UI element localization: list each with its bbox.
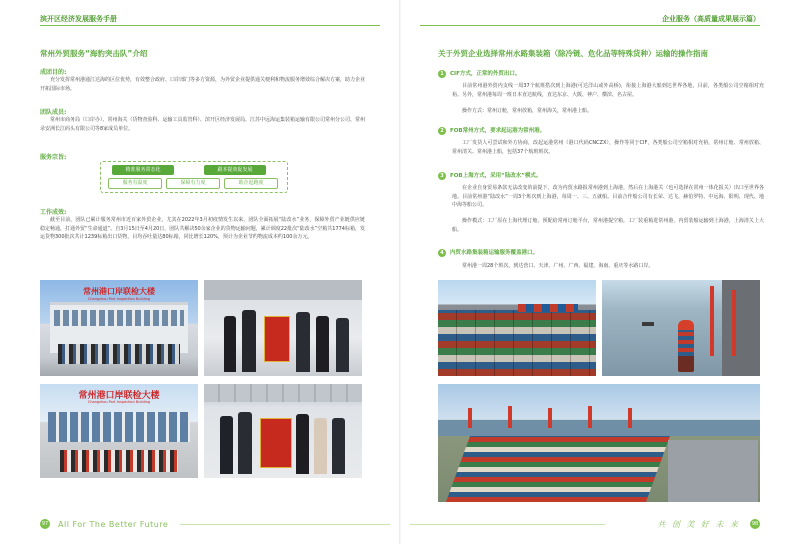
photo-port-ship xyxy=(602,280,760,376)
right-page-title: 关于外贸企业选择常州水路集装箱（除冷链、危化品等特殊货种）运输的操作指南 xyxy=(438,49,708,58)
header-left-title: 滨开区经济发展服务手册 xyxy=(40,15,117,23)
header-right-title: 企业服务（高质量成果展示篇） xyxy=(662,15,760,23)
step-2-number: 2 xyxy=(438,127,446,135)
header-divider-right xyxy=(420,25,760,26)
photo-container-stacks xyxy=(438,280,596,376)
step-4-text: 常州港一周28个班次，到达营口、天津、广州、广西、福建、海南、重庆等水路口岸。 xyxy=(462,263,654,269)
purpose-heading: 成团目的: xyxy=(40,69,67,76)
results-heading: 工作成效: xyxy=(40,209,67,216)
building-sign-1: 常州港口岸联检大楼 xyxy=(83,287,155,296)
step-3-heading-text: FOB上海方式，采用“陆改水”模式。 xyxy=(450,173,542,179)
footer-divider-right xyxy=(410,524,605,525)
footer-left-slogan: All For The Better Future xyxy=(58,520,169,529)
step-1-heading xyxy=(438,69,520,78)
step-3-operation: 操作模式：工厂原在上海代理订舱、预配给常州订舱平台，常州港提空箱，工厂装重箱进常州港，内贸装船运输到上海港，上海清关上大船。 xyxy=(452,218,764,233)
tenet-chip-efficiency: 跟本提效促发展 xyxy=(204,165,266,175)
step-2-text: 工厂发货人可尝试和外方协商，改起运港常州（港口代码CNCZX），操作等同于CIF，各类船公司空箱相对充裕，常州订舱、常州放箱、常州清关、常州港上船，包括37个航班班次。 xyxy=(452,140,764,155)
photo-port-aerial xyxy=(438,384,760,502)
step-4-heading-text: 内贸水路集装箱运输服务覆盖港口。 xyxy=(450,250,539,256)
page-gutter xyxy=(399,0,401,544)
page-number-right: 98 xyxy=(751,521,759,527)
step-3-text: 在企业自身贸易条款无法改变的前提下，改为内贸水路报常州港到上海港，然后在上海港关（也可选择在常州一体化报关）出口至世界各地。目前常州港“陆改水”一周3个班次到上海港，每周一、三、五就船。目前合作船公司有长荣、达飞、赫伯罗特、中远海、阳明、现代、地中海等船公司。 xyxy=(452,185,764,208)
step-3-number: 3 xyxy=(438,172,446,180)
results-text: 截至目前，团队已累计服务常州市近百家外贸企业，尤其在2022年3月初疫情发生以来，团队全面拓展“陆改水”业务，保障外贸产业链供应链稳定畅通，打通外贸“生命通道”。自3月15日至4月20日，团队共解决50余家企业的货物运输问题，累计调度22批次“陆改水”空箱共1774标箱，发运货物300批次共计1239标箱出口货物，目均吞吐量达80标箱，同比增长120%，预计为企业节约物流成本约100余万元。 xyxy=(40,217,365,240)
tenet-box-speed: 助企起跑度 xyxy=(224,178,278,189)
photo-inspection-building-group xyxy=(40,280,198,376)
members-heading: 团队成员: xyxy=(40,109,67,116)
page-number-left: 97 xyxy=(41,521,49,527)
tenet-box-strength: 保障有力度 xyxy=(166,178,220,189)
step-3-heading xyxy=(438,171,541,180)
step-4-number: 4 xyxy=(438,249,446,257)
photo-banner-handover xyxy=(204,384,362,478)
step-4-heading xyxy=(438,248,538,257)
step-2-heading xyxy=(438,126,545,135)
building-sign-2: 常州港口岸联检大楼 xyxy=(78,391,160,401)
building-sign-1-en: Changzhou Port Inspection Building xyxy=(87,297,151,301)
step-1-number: 1 xyxy=(438,70,446,78)
left-page-title: 常州外贸服务“海豹突击队”介绍 xyxy=(40,49,148,58)
tenet-heading: 服务宗旨: xyxy=(40,154,67,161)
step-1-heading-text: CIF方式，正常的外贸出口。 xyxy=(450,71,521,77)
purpose-text: 充分发挥常州港通江达海的区位优势，有效整合政府、口岸部门等多方资源，为外贸企业提供通关便利和物流服务增效综合解决方案，助力企业开拓国际市场。 xyxy=(40,77,366,92)
footer-divider-left xyxy=(180,524,390,525)
step-1-operation: 操作方式：常州订舱，常州放箱，常州海关，常州港上船。 xyxy=(462,108,593,114)
members-text: 常州市商务局（口岸办）、常州海关（货物查验科、运输工具监管科）、滨开区经济发展局、江苏中远海运集装箱运输有限公司常州分公司、常州录安洲长江码头有限公司等8家成员单位。 xyxy=(40,117,366,132)
photo-banner-presentation xyxy=(204,280,362,376)
footer-right-slogan: 共 创 美 好 未 来 xyxy=(657,520,740,529)
photo-inspection-building-banner xyxy=(40,384,198,478)
building-sign-2-en: Changzhou Port Inspection Building xyxy=(87,400,151,404)
tenet-box-warmth: 服务有温度 xyxy=(108,178,162,189)
step-2-heading-text: FOB常州方式，要求起运港为常州港。 xyxy=(450,128,546,134)
step-1-text: 目前常州港外贸内支线一周37个航班搭次到上海港(可达洋山或外高桥)，衔接上海港大船到达世界各地，目前，各类船公司空箱相对充裕。另外，常州港每周一班日本直达航线，直达东京、大阪、神户、横滨、名古屋。 xyxy=(452,83,764,98)
header-divider-left xyxy=(40,25,380,26)
tenet-chip-precise: 精准服务常态化 xyxy=(112,165,174,175)
